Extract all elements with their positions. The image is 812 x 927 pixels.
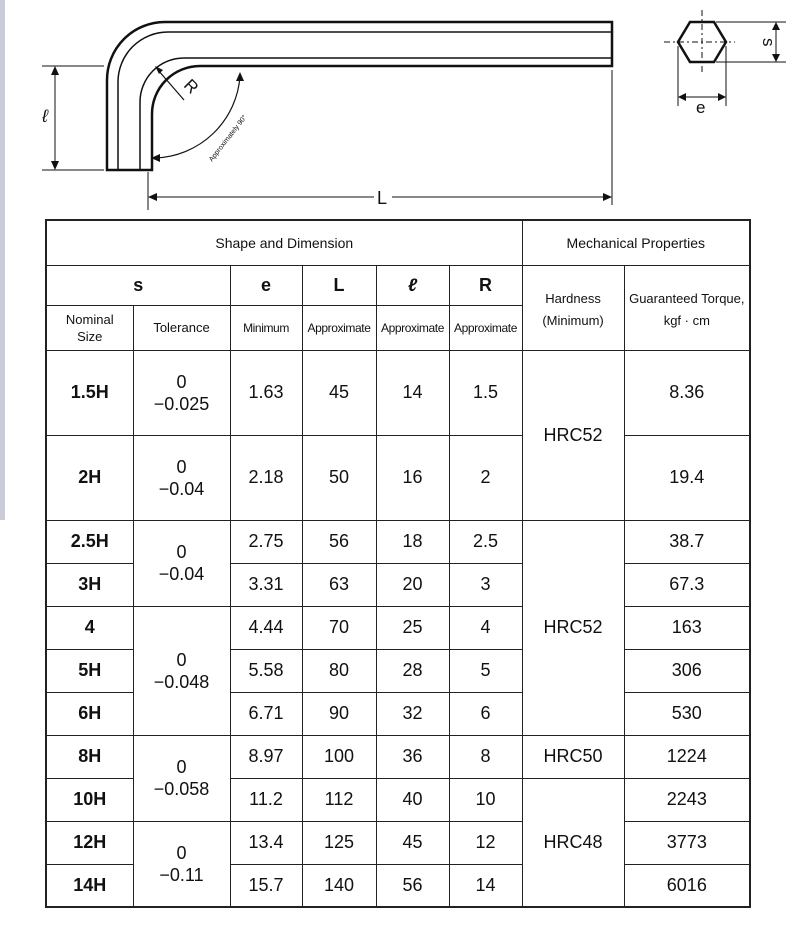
- torque-cell: 163: [624, 606, 750, 649]
- col-torque: Guaranteed Torque, kgf · cm: [624, 265, 750, 350]
- R-cell: 14: [449, 864, 522, 907]
- L-cell: 63: [302, 563, 376, 606]
- L-cell: 112: [302, 778, 376, 821]
- size-cell: 4: [46, 606, 133, 649]
- R-cell: 10: [449, 778, 522, 821]
- L-cell: 100: [302, 735, 376, 778]
- l-cell: 40: [376, 778, 449, 821]
- header-mechanical-properties: Mechanical Properties: [522, 220, 750, 265]
- table-row: [46, 350, 750, 435]
- l-label: ℓ: [42, 106, 48, 126]
- size-cell: 2.5H: [46, 520, 133, 563]
- tolerance-cell: 0 −0.025: [133, 350, 230, 435]
- size-cell: 5H: [46, 649, 133, 692]
- L-cell: 90: [302, 692, 376, 735]
- torque-cell: 8.36: [624, 350, 750, 435]
- radius-label: R: [180, 75, 203, 98]
- e-cell: 13.4: [230, 821, 302, 864]
- sub-tolerance: Tolerance: [133, 305, 230, 350]
- hardness-cell: HRC50: [522, 735, 624, 778]
- L-cell: 45: [302, 350, 376, 435]
- e-cell: 15.7: [230, 864, 302, 907]
- sub-approx-l: Approximate: [376, 305, 449, 350]
- e-cell: 11.2: [230, 778, 302, 821]
- l-cell: 28: [376, 649, 449, 692]
- col-L: L: [302, 265, 376, 305]
- l-cell: 56: [376, 864, 449, 907]
- s-arrow-bottom: [772, 54, 780, 62]
- e-cell: 5.58: [230, 649, 302, 692]
- table-row: [46, 821, 750, 864]
- R-cell: 12: [449, 821, 522, 864]
- sub-approx-L: Approximate: [302, 305, 376, 350]
- hardness-cell: HRC52: [522, 520, 624, 735]
- L-cell: 140: [302, 864, 376, 907]
- l-cell: 20: [376, 563, 449, 606]
- tolerance-cell: 0 −0.11: [133, 821, 230, 907]
- hex-key-diagram: [0, 0, 812, 215]
- col-s: s: [46, 265, 230, 305]
- torque-cell: 19.4: [624, 435, 750, 520]
- R-cell: 5: [449, 649, 522, 692]
- L-arrow-right: [603, 193, 612, 201]
- sub-nominal-size: Nominal Size: [46, 305, 133, 350]
- R-cell: 6: [449, 692, 522, 735]
- l-arrow-bottom: [51, 161, 59, 170]
- size-cell: 14H: [46, 864, 133, 907]
- tolerance-cell: 0 −0.058: [133, 735, 230, 821]
- R-cell: 4: [449, 606, 522, 649]
- hex-key-body: [107, 22, 612, 170]
- s-label: s: [759, 38, 778, 47]
- L-cell: 50: [302, 435, 376, 520]
- l-cell: 18: [376, 520, 449, 563]
- size-cell: 6H: [46, 692, 133, 735]
- torque-cell: 2243: [624, 778, 750, 821]
- tolerance-cell: 0 −0.04: [133, 520, 230, 606]
- table-row: [46, 435, 750, 520]
- torque-cell: 3773: [624, 821, 750, 864]
- size-cell: 12H: [46, 821, 133, 864]
- l-cell: 16: [376, 435, 449, 520]
- l-cell: 25: [376, 606, 449, 649]
- tolerance-cell: 0 −0.04: [133, 435, 230, 520]
- e-cell: 6.71: [230, 692, 302, 735]
- spec-table: [45, 219, 751, 908]
- col-l: ℓ: [376, 265, 449, 305]
- tolerance-cell: 0 −0.048: [133, 606, 230, 735]
- L-cell: 80: [302, 649, 376, 692]
- sub-approx-R: Approximate: [449, 305, 522, 350]
- e-arrow-right: [718, 93, 726, 101]
- l-cell: 14: [376, 350, 449, 435]
- torque-cell: 6016: [624, 864, 750, 907]
- torque-cell: 1224: [624, 735, 750, 778]
- table-row: [46, 606, 750, 649]
- table-row: [46, 735, 750, 778]
- angle-note: Approximately 90°: [208, 114, 249, 164]
- R-cell: 1.5: [449, 350, 522, 435]
- e-arrow-left: [678, 93, 686, 101]
- l-arrow-top: [51, 66, 59, 75]
- torque-cell: 530: [624, 692, 750, 735]
- sub-minimum: Minimum: [230, 305, 302, 350]
- R-cell: 3: [449, 563, 522, 606]
- R-cell: 2: [449, 435, 522, 520]
- e-cell: 4.44: [230, 606, 302, 649]
- hex-key-inner-line-2: [140, 58, 612, 170]
- col-hardness: Hardness (Minimum): [522, 265, 624, 350]
- e-cell: 2.75: [230, 520, 302, 563]
- hardness-cell: HRC48: [522, 778, 624, 907]
- table-row: [46, 520, 750, 563]
- size-cell: 2H: [46, 435, 133, 520]
- L-arrow-left: [148, 193, 157, 201]
- torque-cell: 306: [624, 649, 750, 692]
- e-cell: 1.63: [230, 350, 302, 435]
- R-cell: 2.5: [449, 520, 522, 563]
- size-cell: 1.5H: [46, 350, 133, 435]
- torque-cell: 38.7: [624, 520, 750, 563]
- e-label: e: [696, 98, 706, 117]
- R-cell: 8: [449, 735, 522, 778]
- e-cell: 8.97: [230, 735, 302, 778]
- l-cell: 32: [376, 692, 449, 735]
- l-cell: 45: [376, 821, 449, 864]
- l-cell: 36: [376, 735, 449, 778]
- size-cell: 10H: [46, 778, 133, 821]
- L-label: L: [377, 188, 388, 208]
- col-R: R: [449, 265, 522, 305]
- L-cell: 70: [302, 606, 376, 649]
- size-cell: 8H: [46, 735, 133, 778]
- L-cell: 56: [302, 520, 376, 563]
- L-cell: 125: [302, 821, 376, 864]
- s-arrow-top: [772, 22, 780, 30]
- e-cell: 2.18: [230, 435, 302, 520]
- angle-arrowhead-top: [236, 72, 244, 81]
- header-shape-dimension: Shape and Dimension: [46, 220, 522, 265]
- torque-cell: 67.3: [624, 563, 750, 606]
- size-cell: 3H: [46, 563, 133, 606]
- col-e: e: [230, 265, 302, 305]
- e-cell: 3.31: [230, 563, 302, 606]
- hardness-cell: HRC52: [522, 350, 624, 520]
